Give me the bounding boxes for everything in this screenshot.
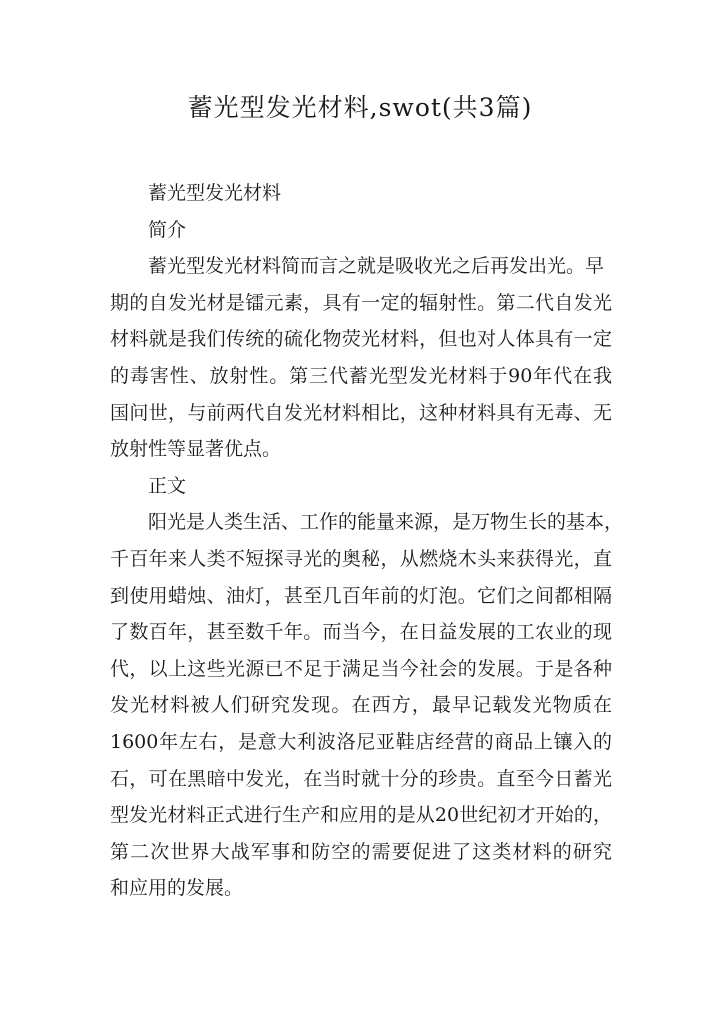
paragraph-line: 型发光材料正式进行生产和应用的是从20世纪初才开始的， [110,804,612,827]
paragraph-line: 期的自发光材是镭元素，具有一定的辐射性。第二代自发光 [110,291,612,314]
intro-paragraph [110,248,612,468]
document-title: 蓄光型发光材料,swot(共3篇) [187,93,533,122]
paragraph-line: 阳光是人类生活、工作的能量来源，是万物生长的基本， [148,511,624,534]
paragraph-line: 石，可在黑暗中发光，在当时就十分的珍贵。直至今日蓄光 [110,767,612,790]
document-body [110,175,624,907]
body-heading: 正文 [148,474,187,497]
section-subtitle: 蓄光型发光材料 [148,182,282,204]
paragraph-line: 材料就是我们传统的硫化物荧光材料，但也对人体具有一定 [110,328,612,351]
paragraph-line: 代，以上这些光源已不足于满足当今社会的发展。于是各种 [110,657,612,680]
paragraph-line: 国问世，与前两代自发光材料相比，这种材料具有无毒、无 [110,401,612,424]
body-paragraph [110,504,624,907]
paragraph-line: 第二次世界大战军事和防空的需要促进了这类材料的研究 [110,840,612,863]
paragraph-line: 蓄光型发光材料简而言之就是吸收光之后再发出光。早 [148,255,605,278]
paragraph-line: 了数百年，甚至数千年。而当今，在日益发展的工农业的现 [110,621,612,644]
paragraph-line: 的毒害性、放射性。第三代蓄光型发光材料于90年代在我 [110,364,612,387]
paragraph-line: 千百年来人类不短探寻光的奥秘，从燃烧木头来获得光，直 [110,547,612,570]
intro-heading: 简介 [148,218,187,241]
paragraph-line: 1600年左右，是意大利波洛尼亚鞋店经营的商品上镶入的 [110,730,612,753]
paragraph-line: 发光材料被人们研究发现。在西方，最早记载发光物质在 [110,694,612,717]
paragraph-line: 和应用的发展。 [110,877,244,900]
paragraph-line: 到使用蜡烛、油灯，甚至几百年前的灯泡。它们之间都相隔 [110,584,612,607]
paragraph-line: 放射性等显著优点。 [110,438,282,461]
